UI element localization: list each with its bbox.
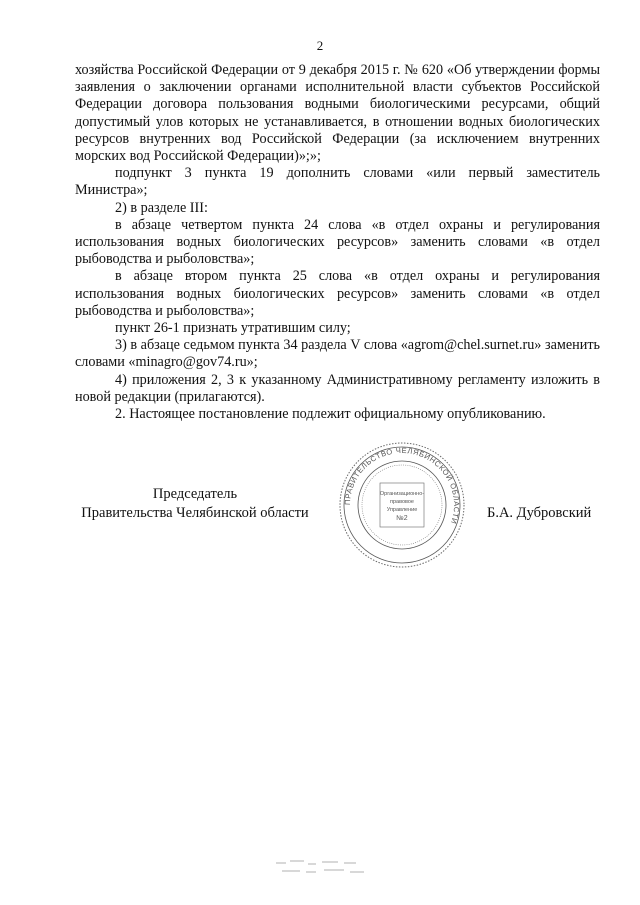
signatory-title-line-1: Председатель <box>152 486 238 502</box>
svg-text:ПРАВИТЕЛЬСТВО ЧЕЛЯБИНСКОЙ ОБЛА <box>343 446 461 525</box>
paragraph-6: пункт 26-1 признать утратившим силу; <box>115 320 351 337</box>
paragraph-4: в абзаце четвертом пункта 24 слова «в отдел охраны и регулирования использования водных биологических ресурсов» заменить словами «в отдел рыбоводства и рыболовства»; <box>75 216 600 268</box>
paragraph-8: 4) приложения 2, 3 к указанному Административному регламенту изложить в новой редакции (прилагаются). <box>75 371 600 405</box>
official-seal <box>338 441 466 569</box>
seal-center-line-3: Управление <box>386 507 418 513</box>
paragraph-1: хозяйства Российской Федерации от 9 декабря 2015 г. № 620 «Об утверждении формы заявления о заключении органами исполнительной власти субъектов Российской Федерации договора пользования водными биологическими ресурсами, общий допустимый улов которых не устанавливается, в отношении водных биологических ресурсов внутренних вод Российской Федерации (за исключением внутренних морских вод Российской Федерации)»;»; <box>75 62 600 165</box>
signatory-title <box>70 485 320 523</box>
paragraph-2: подпункт 3 пункта 19 дополнить словами «или первый заместитель Министра»; <box>75 165 600 199</box>
paragraph-5: в абзаце втором пункта 25 слова «в отдел охраны и регулирования использования водных биологических ресурсов» заменить словами «в отдел рыбоводства и рыболовства»; <box>75 268 600 319</box>
seal-ring-text: ПРАВИТЕЛЬСТВО ЧЕЛЯБИНСКОЙ ОБЛАСТИ <box>342 445 462 526</box>
paragraph-3: 2) в разделе III: <box>115 199 208 216</box>
seal-center-line-4: №2 <box>396 515 408 522</box>
faint-footer-mark <box>270 856 380 880</box>
page-number: 2 <box>316 38 324 53</box>
seal-center-line-1: Организационно- <box>379 491 425 497</box>
paragraph-7: 3) в абзаце седьмом пункта 34 раздела V слова «agrom@chel.surnet.ru» заменить словами «minagro@gov74.ru»; <box>75 337 600 371</box>
signatory-title-line-2: Правительства Челябинской области <box>81 505 309 521</box>
signatory-name: Б.А. Дубровский <box>487 505 592 521</box>
paragraph-9: 2. Настоящее постановление подлежит официальному опубликованию. <box>115 406 546 423</box>
body-text <box>75 62 600 423</box>
seal-center-line-2: правовое <box>390 499 414 505</box>
